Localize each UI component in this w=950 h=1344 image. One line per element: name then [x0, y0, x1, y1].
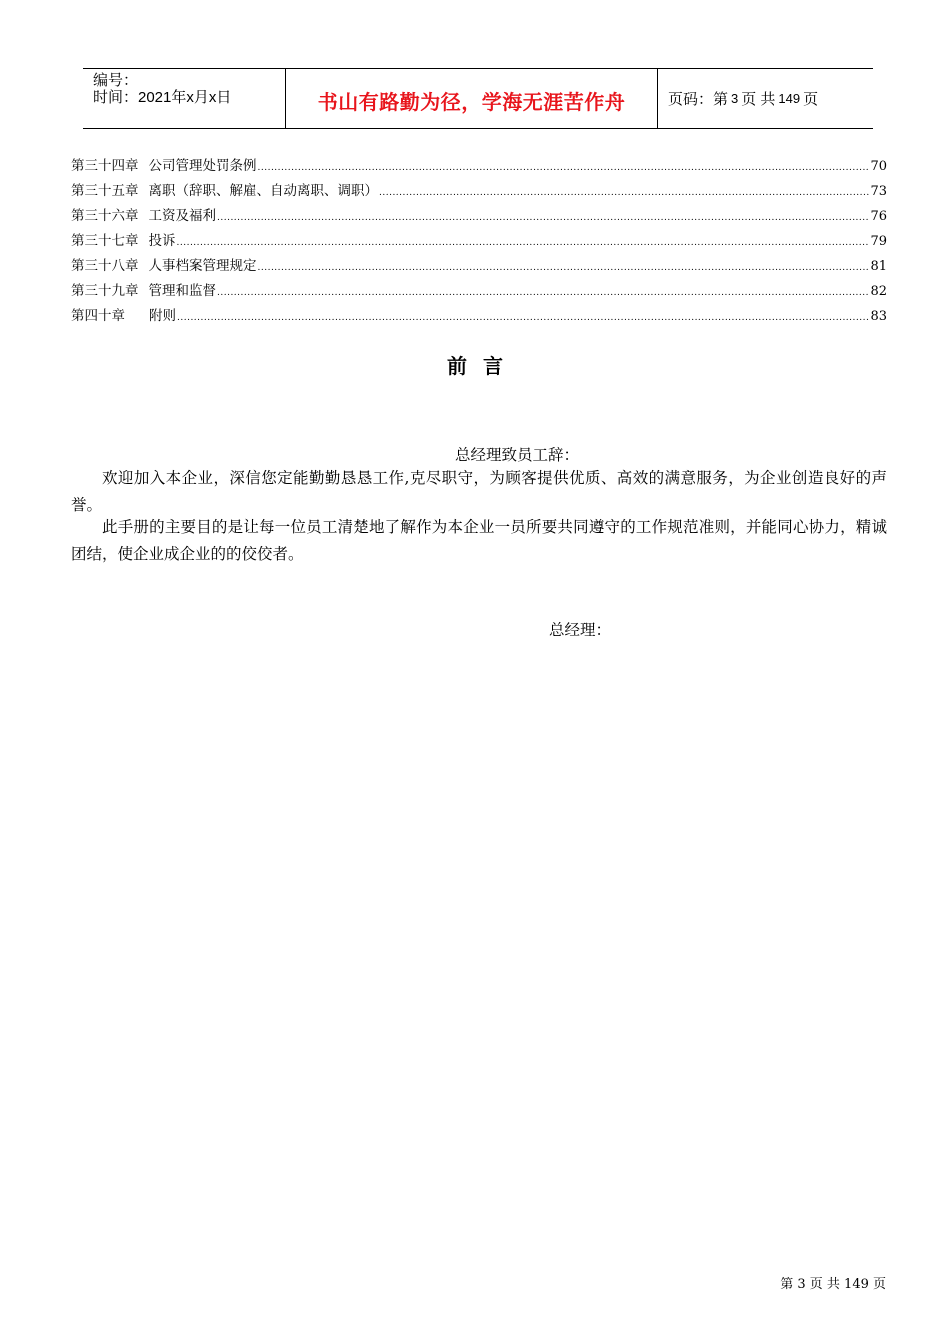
- page-footer: 第 3 页 共 149 页: [780, 1277, 886, 1292]
- page-header: [83, 68, 873, 129]
- toc-page-number: 76: [870, 209, 887, 224]
- preface-heading: 前言: [447, 354, 519, 378]
- document-date: 时间：2021年x月x日: [93, 89, 232, 106]
- toc-chapter-number: 第三十五章: [71, 183, 139, 199]
- preface-paragraph-purpose: 此手册的主要目的是让每一位员工清楚地了解作为本企业一员所要共同遵守的工作规范准则，并能同心协力，精诚团结，使企业成企业的的佼佼者。: [71, 518, 887, 563]
- toc-entry[interactable]: [71, 204, 887, 229]
- page-suffix-label: 页: [803, 91, 819, 108]
- toc-leader-dots: [177, 231, 870, 256]
- toc-entry[interactable]: [71, 254, 887, 279]
- toc-page-number: 83: [870, 309, 887, 324]
- toc-chapter-number: 第三十九章: [71, 283, 139, 299]
- toc-chapter-title: 人事档案管理规定: [148, 258, 257, 274]
- toc-leader-dots: [379, 181, 869, 206]
- total-page-number: 149: [778, 91, 801, 106]
- preface-paragraph-welcome: 欢迎加入本企业，深信您定能勤勤恳恳工作,克尽职守，为顾客提供优质、高效的满意服务，为企业创造良好的声誉。: [71, 469, 887, 514]
- table-of-contents: [71, 154, 887, 329]
- toc-page-number: 73: [870, 184, 887, 199]
- header-meta-cell: [83, 69, 285, 128]
- toc-chapter-title: 离职（辞职、解雇、自动离职、调职）: [148, 183, 378, 199]
- toc-leader-dots: [177, 306, 869, 331]
- toc-leader-dots: [258, 156, 870, 181]
- toc-entry[interactable]: [71, 279, 887, 304]
- toc-leader-dots: [217, 281, 869, 306]
- toc-entry[interactable]: [71, 179, 887, 204]
- document-number-label: 编号：: [93, 72, 139, 89]
- toc-chapter-number: 第三十八章: [71, 258, 139, 274]
- header-page-cell: [658, 69, 873, 128]
- toc-page-number: 82: [870, 284, 887, 299]
- toc-chapter-number: 第三十六章: [71, 208, 139, 224]
- motto-text: 书山有路勤为径，学海无涯苦作舟: [317, 89, 626, 114]
- toc-chapter-title: 公司管理处罚条例: [148, 158, 257, 174]
- toc-chapter-title: 工资及福利: [148, 208, 216, 224]
- header-motto-cell: [285, 69, 658, 128]
- toc-entry[interactable]: [71, 154, 887, 179]
- toc-page-number: 81: [870, 259, 887, 274]
- toc-chapter-number: 第三十四章: [71, 158, 139, 174]
- preface-signature: 总经理：: [549, 621, 612, 639]
- toc-entry[interactable]: [71, 304, 887, 329]
- current-page-number: 3: [731, 91, 739, 106]
- page-middle-label: 页 共: [741, 91, 776, 108]
- toc-chapter-title: 管理和监督: [148, 283, 216, 299]
- toc-chapter-title: 附则: [149, 308, 176, 324]
- toc-leader-dots: [217, 206, 869, 231]
- toc-chapter-title: 投诉: [148, 233, 176, 249]
- preface-greeting: 总经理致员工辞：: [455, 446, 580, 464]
- toc-page-number: 70: [870, 159, 887, 174]
- toc-entry[interactable]: [71, 229, 887, 254]
- toc-chapter-number: 第三十七章: [71, 233, 139, 249]
- toc-chapter-number: 第四十章: [71, 308, 125, 324]
- page-label: 页码：第: [668, 91, 729, 108]
- toc-page-number: 79: [870, 234, 887, 249]
- toc-leader-dots: [258, 256, 870, 281]
